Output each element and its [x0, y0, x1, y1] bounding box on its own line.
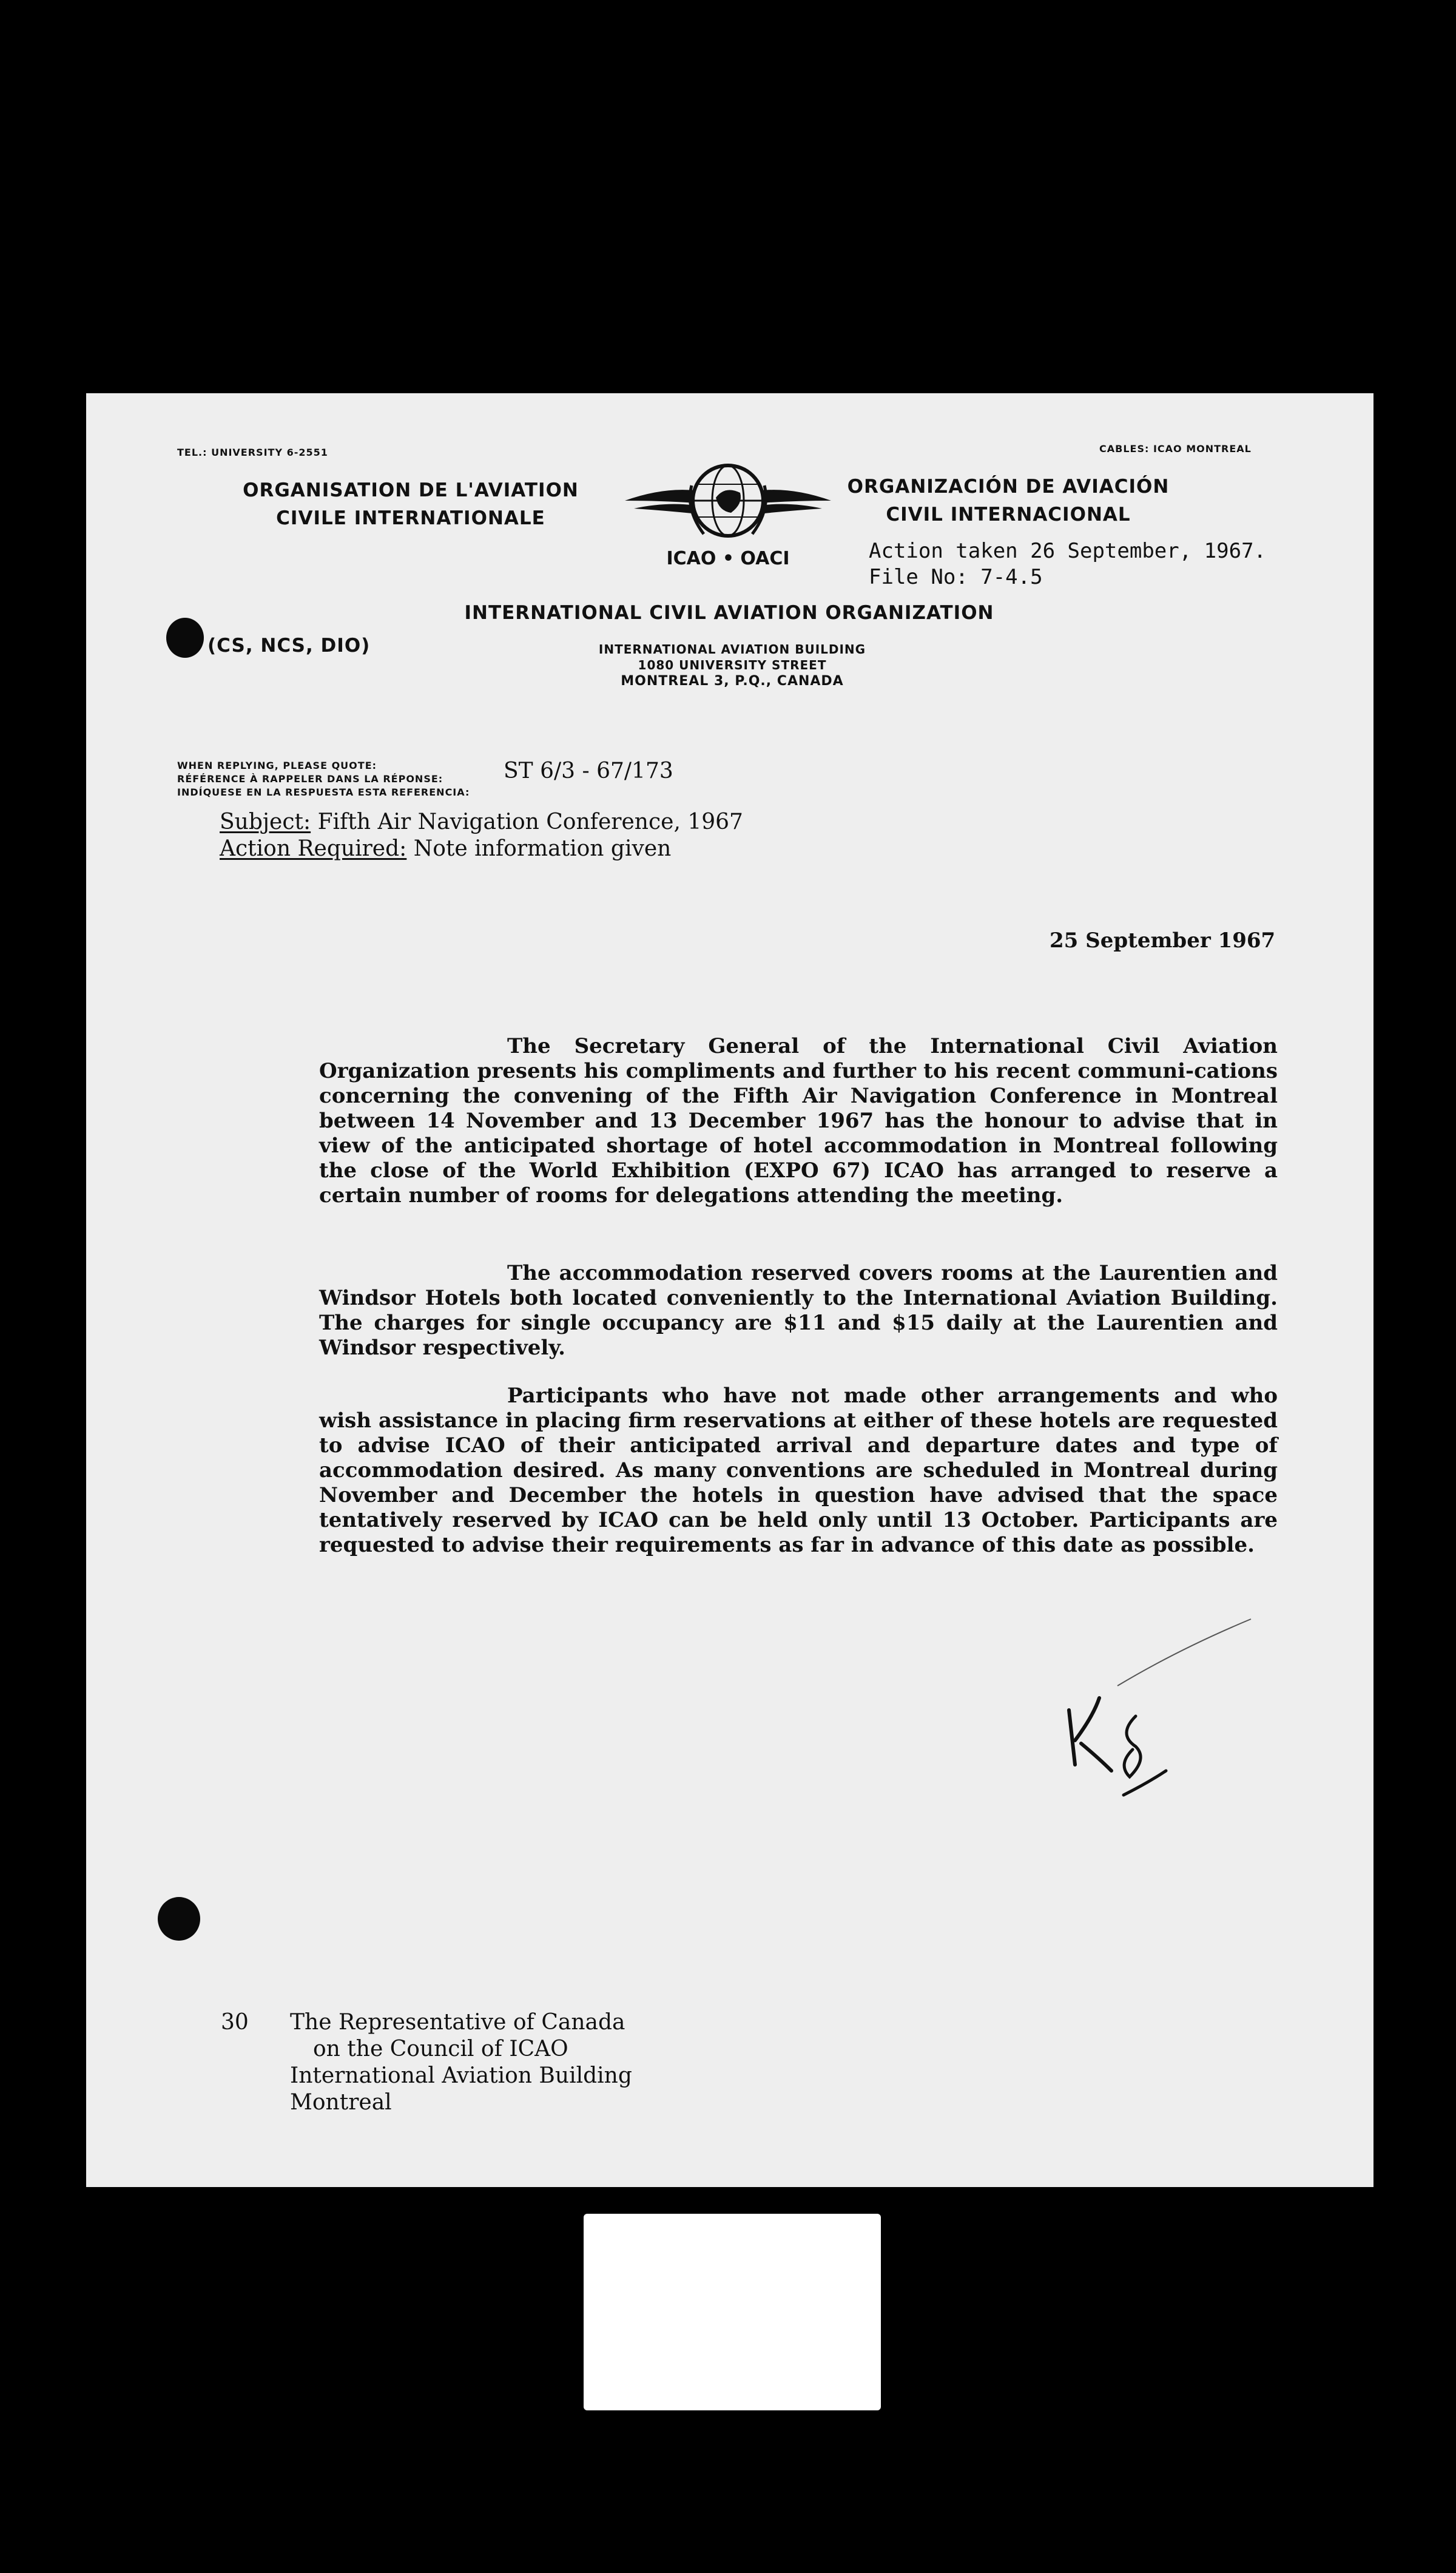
blank-label-slip — [584, 2214, 881, 2410]
icao-emblem-logo — [619, 443, 837, 570]
emblem-text: ICAO • OACI — [666, 548, 790, 569]
punch-hole-bottom — [158, 1897, 200, 1941]
recipient-line1: The Representative of Canada — [290, 2010, 625, 2035]
spanish-name-line1: ORGANIZACIÓN DE AVIACIÓN — [847, 476, 1170, 498]
paragraph-1: The Secretary General of the International Civil Aviation Organization presents his compliments and further to his recent communi-cations concerning the convening of the Fifth Air Navigation Conference in Montreal between 14 November and 13 December 1967 has the honour to advise that in view of the anticipated shortage of hotel accommodation in Montreal following the close of the World Exhibition (EXPO 67) ICAO has arranged to reserve a certain number of rooms for delegations attending the meeting. — [319, 1034, 1278, 1208]
reference-number: ST 6/3 - 67/173 — [504, 759, 673, 783]
address-line3: MONTREAL 3, P.Q., CANADA — [621, 674, 844, 689]
file-number-note: File No: 7-4.5 — [869, 565, 1043, 589]
french-name-line1: ORGANISATION DE L'AVIATION — [243, 479, 579, 501]
subject-value: Fifth Air Navigation Conference, 1967 — [317, 810, 743, 834]
cable-address: CABLES: ICAO MONTREAL — [1099, 443, 1252, 455]
subject-line — [220, 810, 743, 834]
french-name-line2: CIVILE INTERNATIONALE — [276, 507, 545, 529]
handwritten-initials-signature — [1057, 1613, 1263, 1807]
reply-quote-spanish: INDÍQUESE EN LA RESPUESTA ESTA REFERENCIA: — [177, 786, 470, 798]
punch-hole-top — [166, 618, 204, 658]
letter-sheet — [86, 393, 1373, 2187]
reply-quote-english: WHEN REPLYING, PLEASE QUOTE: — [177, 760, 377, 771]
reply-quote-french: RÉFÉRENCE À RAPPELER DANS LA RÉPONSE: — [177, 773, 443, 785]
letter-date: 25 September 1967 — [1050, 928, 1276, 953]
recipient-number: 30 — [221, 2010, 249, 2035]
paragraph-2: The accommodation reserved covers rooms at the Laurentien and Windsor Hotels both located conveniently to the International Aviation Building. The charges for single occupancy are $11 and $15 daily at the Laurentien and Windsor respectively. — [319, 1261, 1278, 1360]
spanish-name-line2: CIVIL INTERNACIONAL — [886, 504, 1131, 526]
paragraph-3: Participants who have not made other arrangements and who wish assistance in placing firm reservations at either of these hotels are requested to advise ICAO of their anticipated arrival and departure dates and type of accommodation desired. As many conventions are scheduled in Montreal during November and December the hotels in question have advised that the space tentatively reserved by ICAO can be held only until 13 October. Participants are requested to advise their requirements as far in advance of this date as possible. — [319, 1384, 1278, 1557]
action-taken-note: Action taken 26 September, 1967. — [869, 539, 1267, 563]
action-required-label: Action Required: — [220, 836, 407, 861]
recipient-line3: International Aviation Building — [290, 2063, 632, 2088]
address-line1: INTERNATIONAL AVIATION BUILDING — [598, 642, 866, 657]
distribution-list: (CS, NCS, DIO) — [207, 635, 371, 657]
address-line2: 1080 UNIVERSITY STREET — [638, 658, 827, 672]
action-required-value: Note information given — [413, 836, 672, 861]
recipient-line4: Montreal — [290, 2090, 392, 2115]
action-required-line — [220, 836, 671, 861]
organization-name-english: INTERNATIONAL CIVIL AVIATION ORGANIZATION — [464, 602, 994, 624]
subject-label: Subject: — [220, 810, 311, 834]
recipient-line2: on the Council of ICAO — [313, 2037, 568, 2061]
telephone-number: TEL.: UNIVERSITY 6-2551 — [177, 447, 328, 458]
